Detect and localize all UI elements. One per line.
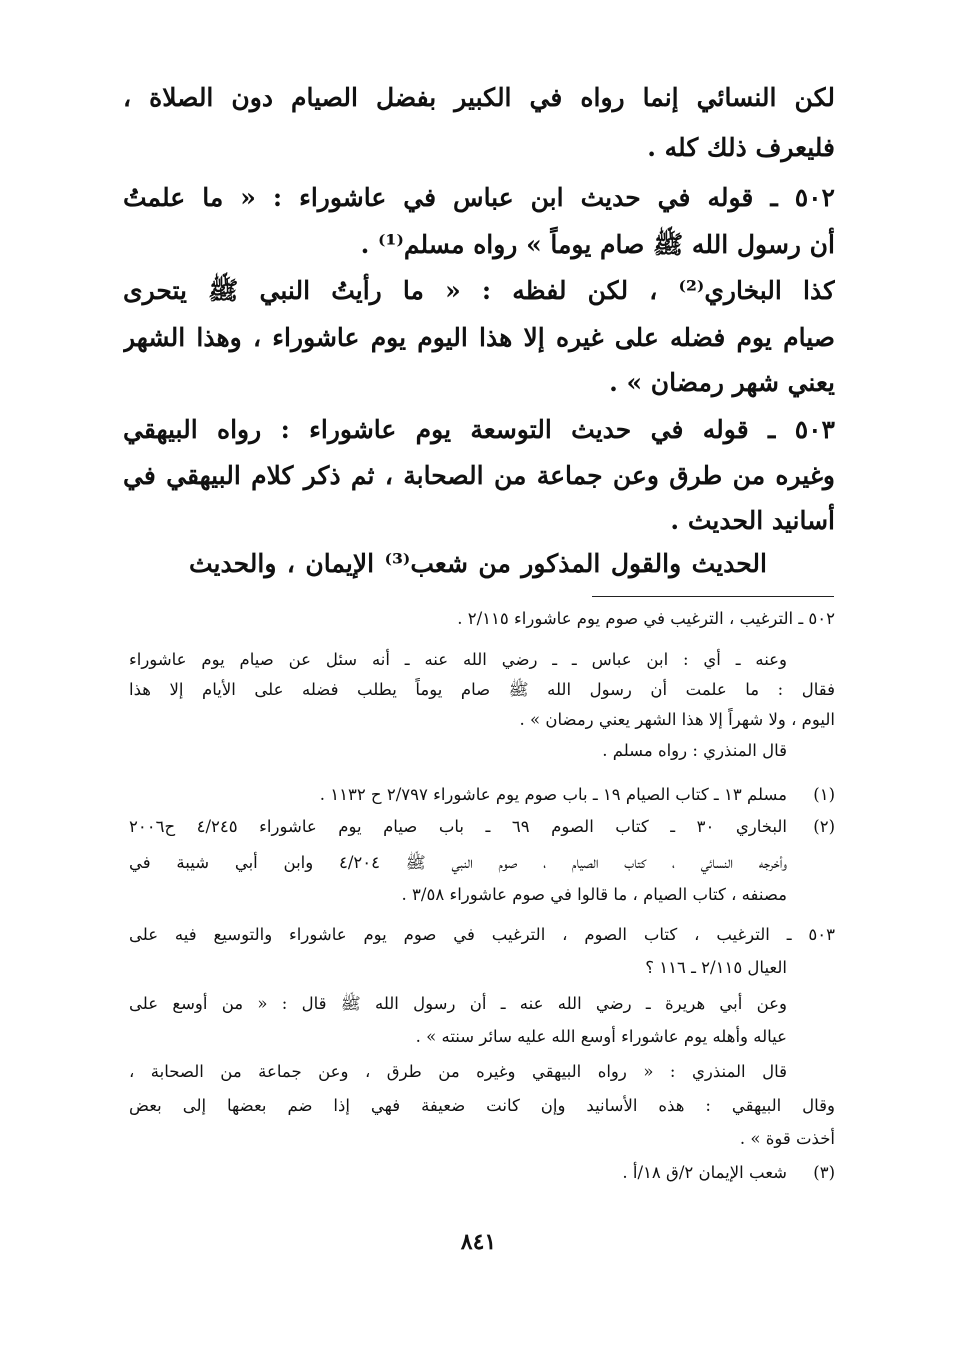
- main-line-10: أسانيد الحديث .: [670, 506, 835, 535]
- footnote-line-1: ٥٠٢ ـ الترغيب ، الترغيب في صوم يوم عاشوراء ٢/١١٥ .: [457, 609, 835, 628]
- main-line-4: أن رسول الله ﷺ صام يوماً » رواه مسلم⁽¹⁾ .: [360, 230, 835, 259]
- main-line-1: لكن النسائي إنما رواه في الكبير بفضل الصيام دون الصلاة ،: [123, 83, 835, 112]
- main-line-7: يعني شهر رمضان » .: [609, 368, 835, 397]
- footnote-line-10: ٥٠٣ ـ الترغيب ، كتاب الصوم ، الترغيب في صوم يوم عاشوراء والتوسيع فيه على: [129, 925, 835, 944]
- main-line-5: كذا البخاري⁽²⁾ ، لكن لفظه : « ما رأيتُ النبي ﷺ يتحرى: [123, 276, 835, 305]
- footnote-line-7: البخاري ٣٠ ـ كتاب الصوم ٦٩ ـ باب صيام يوم عاشوراء ٤/٢٤٥ ح٢٠٠٦: [129, 817, 787, 836]
- main-line-11: الحديث والقول المذكور من شعب⁽³⁾ الإيمان ، والحديث: [189, 549, 767, 578]
- footnote-line-16: أخذت قوة » .: [739, 1129, 835, 1148]
- footnote-line-12: وعن أبي هريرة ـ رضي الله عنه ـ أن رسول الله ﷺ قال : « من أوسع على: [129, 994, 787, 1013]
- main-line-3: ٥٠٢ ـ قوله في حديث ابن عباس في عاشوراء : « ما علمتُ: [123, 183, 835, 212]
- main-line-8: ٥٠٣ ـ قوله في حديث التوسعة يوم عاشوراء : رواه البيهقي: [123, 415, 835, 444]
- main-line-9: وغيره من طرق وعن جماعة من الصحابة ، ثم ذكر كلام البيهقي في: [123, 461, 835, 490]
- main-line-6: صيام يوم فضله على غيره إلا هذا اليوم يوم عاشوراء ، وهذا الشهر: [123, 323, 835, 352]
- footnote-line-15: وقال البيهقي : هذه الأسانيد وإن كانت ضعيفة فهي إذا ضم بعضها إلى بعض: [129, 1096, 835, 1115]
- footnote-line-4: اليوم ، ولا شهراً إلا هذا الشهر يعني رمضان » .: [519, 710, 835, 729]
- footnote-marker-1: (١): [813, 785, 835, 804]
- footnote-line-3: فقال : ما علمت أن رسول الله ﷺ صام يوماً يطلب فضله على الأيام إلا هذا: [129, 680, 835, 699]
- footnote-line-2: وعنه ـ أي : ابن عباس ـ ـ رضي الله عنه ـ أنه سئل عن صيام يوم عاشوراء: [129, 650, 787, 669]
- footnote-line-9: مصنفه ، كتاب الصيام ، ما قالوا في صوم عاشوراء ٣/٥٨ .: [401, 885, 787, 904]
- footnote-line-14: قال المنذري : « رواه البيهقي وغيره من طرق ، وعن جماعة من الصحابة ،: [129, 1062, 787, 1081]
- footnote-line-11: العيال ٢/١١٥ ـ ١١٦ ؟: [645, 958, 787, 977]
- footnote-marker-2: (٢): [813, 817, 835, 836]
- footnote-marker-3: (٣): [813, 1163, 835, 1182]
- footnote-line-17: شعب الإيمان ٢/ق ١٨/أ .: [622, 1163, 787, 1182]
- footnote-line-8: وأخرجه النسائي ، كتاب الصيام ، صوم النبي ﷺ ٤/٢٠٤ وابن أبي شيبة في: [129, 853, 787, 872]
- main-line-2: فليعرف ذلك كله .: [647, 133, 835, 162]
- footnote-line-5: قال المنذري : رواه مسلم .: [602, 741, 787, 760]
- footnote-line-13: عياله وأهله يوم عاشوراء أوسع الله عليه سائر سنته » .: [415, 1027, 787, 1046]
- footnote-line-6: مسلم ١٣ ـ كتاب الصيام ١٩ ـ باب صوم يوم عاشوراء ٢/٧٩٧ ح ١١٣٢ .: [319, 785, 787, 804]
- page-number: ٨٤١: [460, 1229, 497, 1255]
- footnote-separator: [592, 596, 834, 597]
